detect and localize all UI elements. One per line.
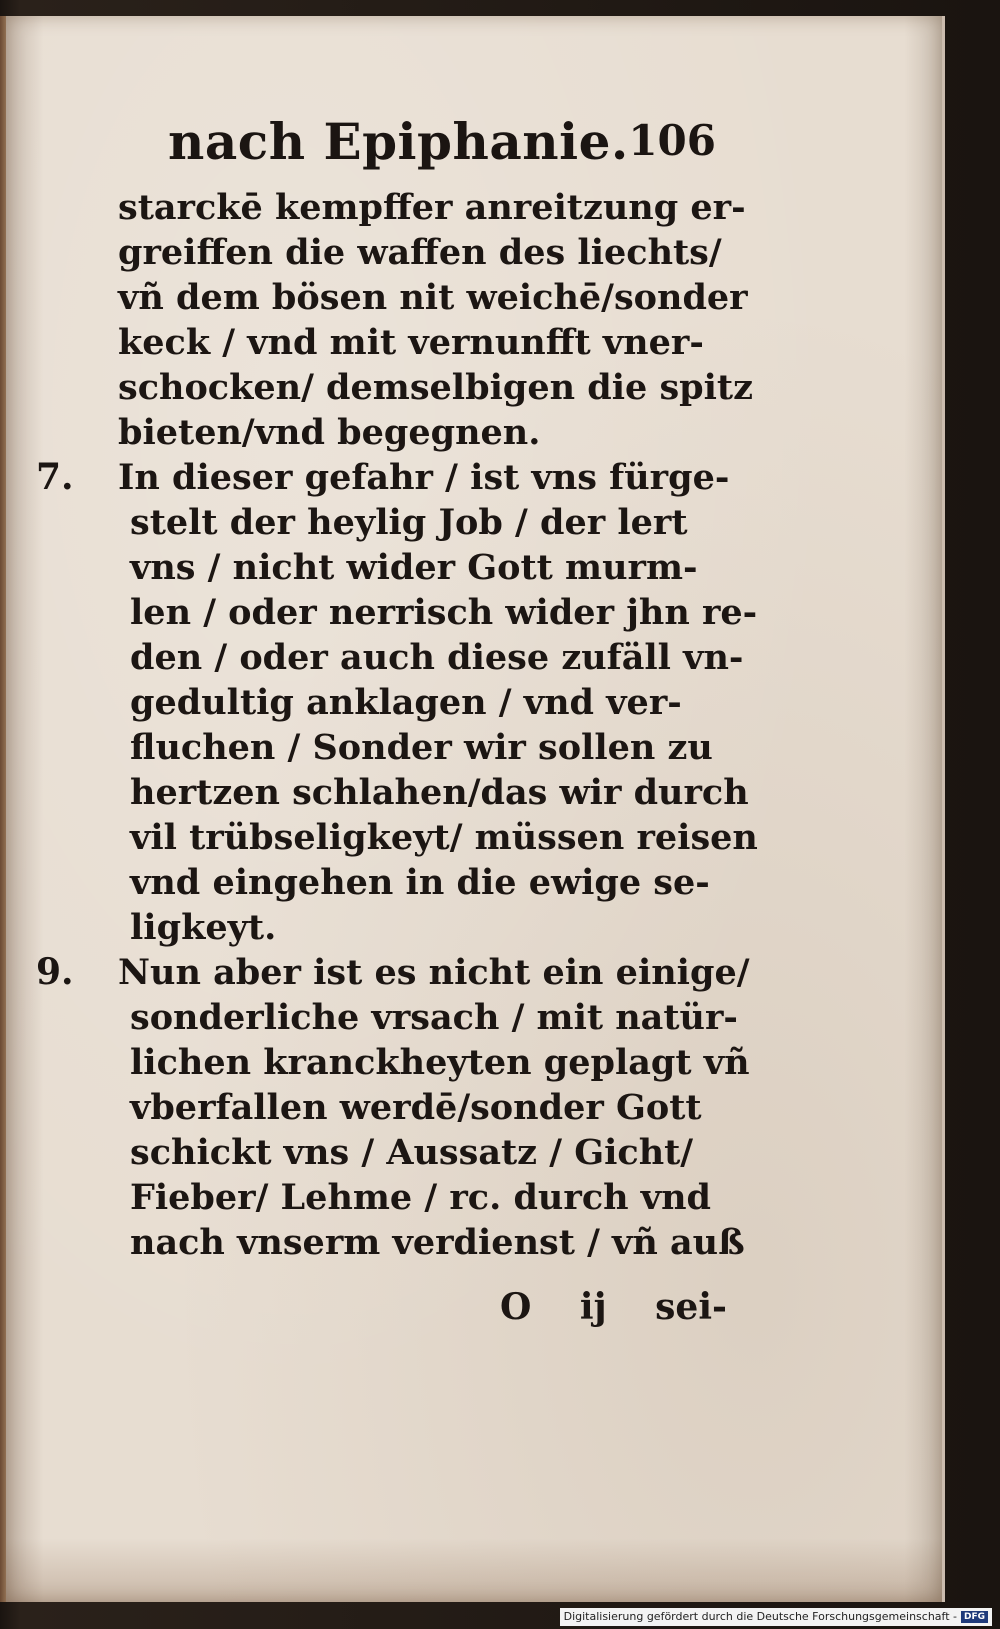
text-line: nach vnserm verdienst / vñ auß [130,1222,745,1263]
text-line: greiffen die waffen des liechts/ [118,232,722,273]
paragraph-first-line [36,455,730,500]
running-head: nach Epiphanie. [168,112,629,171]
signature-line [500,1286,727,1328]
text-line: stelt der heylig Job / der lert [130,502,688,543]
text-line: keck / vnd mit vernunfft vner- [118,322,704,363]
text-line: len / oder nerrisch wider jhn re- [130,592,758,633]
text-line: vns / nicht wider Gott murm- [130,547,698,588]
text-line: sonderliche vrsach / mit natür- [130,997,738,1038]
catchword: sei- [655,1286,727,1328]
text-line: schocken/ demselbigen die spitz [118,367,753,408]
paragraph-continued [118,185,753,455]
text-line: vil trübseligkeyt/ müssen reisen [130,817,758,858]
dfg-logo: DFG [961,1611,988,1623]
body-text [36,185,758,1265]
text-line: fluchen / Sonder wir sollen zu [130,727,713,768]
text-line: ligkeyt. [130,907,277,948]
text-line: bieten/vnd begegnen. [118,412,541,453]
text-line: gedultig anklagen / vnd ver- [130,682,682,723]
text-line: lichen kranckheyten geplagt vñ [130,1042,750,1083]
text-line: den / oder auch diese zufäll vn- [130,637,744,678]
page-header [168,112,728,182]
signature-mark: O [500,1286,532,1328]
text-line: Fieber/ Lehme / rc. durch vnd [130,1177,712,1218]
text-line: vnd eingehen in die ewige se- [130,862,710,903]
text-line: schickt vns / Aussatz / Gicht/ [130,1132,694,1173]
paragraph-9 [36,950,750,1265]
paragraph-first-line [36,950,750,995]
digitization-credit [560,1608,992,1626]
folio-number: 106 [628,116,716,165]
paragraph-7 [36,455,758,950]
text-line: vñ dem bösen nit weichē/sonder [118,277,748,318]
text-line: In dieser gefahr / ist vns fürge- [118,457,730,498]
signature-number: ij [579,1286,607,1328]
text-line: hertzen schlahen/das wir durch [130,772,749,813]
text-line: Nun aber ist es nicht ein einige/ [118,952,750,993]
paragraph-number: 7. [36,456,74,498]
credit-text: Digitalisierung gefördert durch die Deutsche Forschungsgemeinschaft - [563,1610,957,1623]
paragraph-number: 9. [36,951,74,993]
text-line: starckē kempffer anreitzung er- [118,187,746,228]
text-line: vberfallen werdē/sonder Gott [130,1087,702,1128]
